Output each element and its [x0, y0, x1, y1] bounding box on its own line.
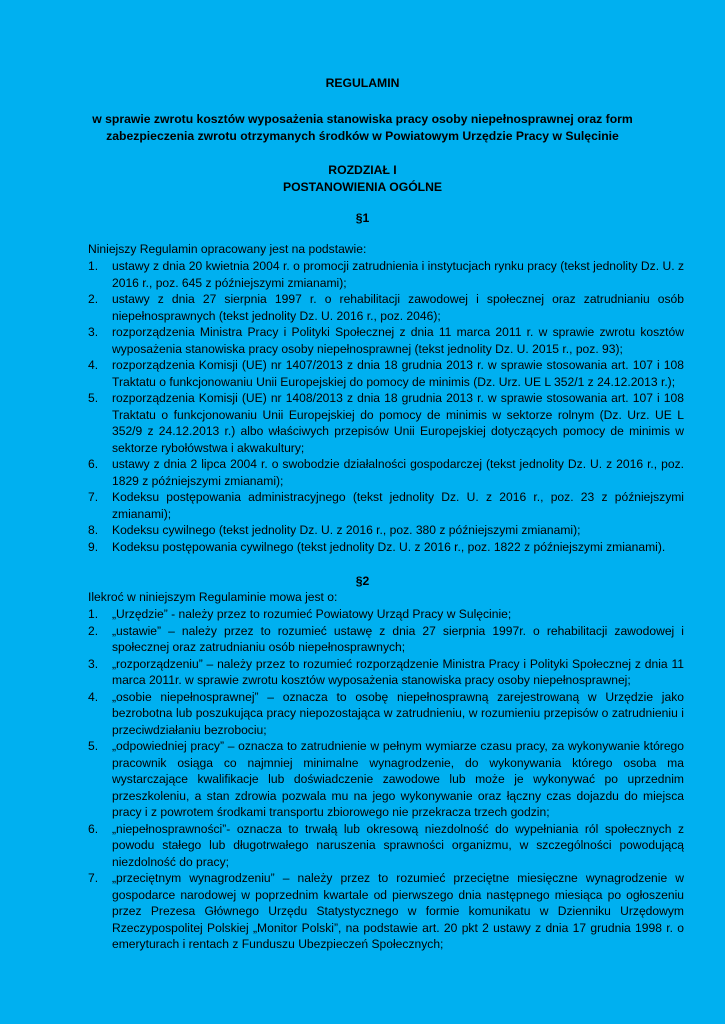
list-item-text: „niepełnosprawności”- oznacza to trwałą lub okresową niezdolność do wypełniania ról społecznych z powodu stałego lub długotrwałego naruszenia sprawności organizmu, w szczególności powodującą niezdolność do pracy;: [112, 821, 684, 869]
list-item-text: „rozporządzeniu” – należy przez to rozumieć rozporządzenie Ministra Pracy i Polityki Społecznej z dnia 11 marca 2011r. w sprawie zwrotu kosztów wyposażenia stanowiska pracy osoby niepełnosprawnej;: [112, 656, 684, 687]
list-item: [88, 738, 684, 821]
list-item: [88, 656, 684, 689]
list-item: [88, 291, 684, 324]
subtitle-line-2: zabezpieczenia zwrotu otrzymanych środków w Powiatowym Urzędzie Pracy w Sulęcinie: [106, 128, 619, 143]
list-item: [88, 689, 684, 739]
list-item-text: „osobie niepełnosprawnej” – oznacza to osobę niepełnosprawną zarejestrowaną w Urzędzie jako bezrobotna lub poszukująca pracy niepozostająca w zatrudnieniu, w rozumieniu przepisów o zatrudnieniu i przeciwdziałaniu bezrobociu;: [112, 689, 684, 737]
list-item-text: „odpowiedniej pracy” – oznacza to zatrudnienie w pełnym wymiarze czasu pracy, za wykonywanie którego pracownik osiąga co najmniej minimalne wynagrodzenie, do wykonywania którego osoba ma wystarczające kwalifikacje lub doświadczenie zawodowe lub może je wykonywać po uprzednim przeszkoleniu, a stan zdrowia pozwala mu na jego wykonywanie oraz łączny czas dojazdu do miejsca pracy i z powrotem środkami transportu zbiorowego nie przekracza trzech godzin;: [112, 739, 684, 819]
list-item-text: rozporządzenia Komisji (UE) nr 1407/2013 z dnia 18 grudnia 2013 r. w sprawie stosowania art. 107 i 108 Traktatu o funkcjonowaniu Unii Europejskiej do pomocy de minimis (Dz. Urz. UE L 352/1 z 24.12.2013 r.);: [112, 358, 684, 389]
list-item: [88, 258, 684, 291]
section-2-heading: §2: [355, 574, 370, 588]
list-item-number: 6.: [88, 457, 99, 471]
list-item-number: 5.: [88, 391, 99, 405]
list-item-text: Kodeksu cywilnego (tekst jednolity Dz. U. z 2016 r., poz. 380 z późniejszymi zmianami);: [112, 523, 581, 537]
list-item: [88, 357, 684, 390]
list-item: [88, 522, 684, 539]
list-item-text: ustawy z dnia 2 lipca 2004 r. o swobodzie działalności gospodarczej (tekst jednolity Dz. U. z 2016 r., poz. 1829 z późniejszymi zmianami);: [112, 457, 684, 488]
list-item-text: „ustawie” – należy przez to rozumieć ustawę z dnia 27 sierpnia 1997r. o rehabilitacji zawodowej i społecznej oraz zatrudnianiu osób niepełnosprawnych;: [112, 623, 684, 654]
list-item-text: Kodeksu postępowania cywilnego (tekst jednolity Dz. U. z 2016 r., poz. 1822 z późniejszymi zmianami).: [112, 539, 666, 554]
list-item: [88, 606, 684, 623]
subtitle-line-1: w sprawie zwrotu kosztów wyposażenia stanowiska pracy osoby niepełnosprawnej oraz form: [92, 112, 633, 126]
list-item-text: „Urzędzie” - należy przez to rozumieć Powiatowy Urząd Pracy w Sulęcinie;: [112, 607, 512, 621]
list-item-text: ustawy z dnia 27 sierpnia 1997 r. o rehabilitacji zawodowej i społecznej oraz zatrudnianiu osób niepełnosprawnych (tekst jednolity Dz. U. 2016 r., poz. 2046);: [112, 292, 684, 323]
list-item-number: 5.: [88, 739, 99, 753]
list-item-number: 7.: [88, 490, 99, 504]
list-item-text: „przeciętnym wynagrodzeniu” – należy przez to rozumieć przeciętne miesięczne wynagrodzenie w gospodarce narodowej w poprzednim kwartale od pierwszego dnia następnego miesiąca po ogłoszeniu przez Prezesa Głównego Urzędu Statystycznego w formie komunikatu w Dzienniku Urzędowym Rzeczypospolitej Polskiej „Monitor Polski”, na podstawie art. 20 pkt 2 ustawy z dnia 17 grudnia 1998 r. o emeryturach i rentach z Funduszu Ubezpieczeń Społecznych;: [112, 871, 684, 951]
list-item-number: 7.: [88, 871, 99, 885]
list-item-text: rozporządzenia Komisji (UE) nr 1408/2013 z dnia 18 grudnia 2013 r. w sprawie stosowania art. 107 i 108 Traktatu o funkcjonowaniu Unii Europejskiej do pomocy de minimis w sektorze rolnym (Dz. Urz. UE L 352/9 z 24.12.2013 r.) albo właściwych przepisów Unii Europejskiej dotyczących pomocy de minimis w sektorze rybołówstwa i akwakultury;: [112, 391, 684, 455]
section-2-intro: Ilekroć w niniejszym Regulaminie mowa jest o:: [88, 590, 338, 604]
list-item-number: 6.: [88, 821, 99, 836]
document-subtitle: [0, 111, 725, 144]
list-item: [88, 489, 684, 522]
list-item-number: 1.: [88, 259, 99, 273]
list-item-number: 2.: [88, 292, 99, 306]
list-item-text: ustawy z dnia 20 kwietnia 2004 r. o promocji zatrudnienia i instytucjach rynku pracy (tekst jednolity Dz. U. z 2016 r., poz. 645 z późniejszymi zmianami);: [112, 259, 684, 290]
list-item-number: 8.: [88, 523, 99, 537]
list-item-number: 3.: [88, 325, 99, 339]
section-1-heading: §1: [355, 211, 370, 225]
list-item-text: Kodeksu postępowania administracyjnego (tekst jednolity Dz. U. z 2016 r., poz. 23 z późniejszymi zmianami);: [112, 490, 684, 521]
section-1-intro: Niniejszy Regulamin opracowany jest na podstawie:: [88, 242, 367, 256]
list-item-number: 9.: [88, 539, 99, 554]
chapter-title: POSTANOWIENIA OGÓLNE: [282, 179, 443, 194]
list-item: [88, 456, 684, 489]
list-item: [88, 821, 684, 871]
chapter-number: ROZDZIAŁ I: [328, 163, 397, 177]
list-item-number: 2.: [88, 623, 99, 638]
list-item: [88, 390, 684, 456]
list-item-number: 3.: [88, 656, 99, 671]
section-2-list: [88, 606, 684, 953]
list-item-number: 4.: [88, 689, 99, 704]
list-item-number: 1.: [88, 607, 99, 621]
chapter-heading: [0, 162, 725, 195]
list-item: [88, 539, 684, 556]
list-item: [88, 623, 684, 656]
list-item-text: rozporządzenia Ministra Pracy i Polityki Społecznej z dnia 11 marca 2011 r. w sprawie zwrotu kosztów wyposażenia stanowiska pracy osoby niepełnosprawnej (tekst jednolity Dz. U. 2015 r., poz. 93);: [112, 325, 684, 356]
list-item-number: 4.: [88, 358, 99, 372]
list-item: [88, 324, 684, 357]
document-title: REGULAMIN: [325, 76, 400, 90]
section-1-list: [88, 258, 684, 555]
list-item: [88, 870, 684, 953]
